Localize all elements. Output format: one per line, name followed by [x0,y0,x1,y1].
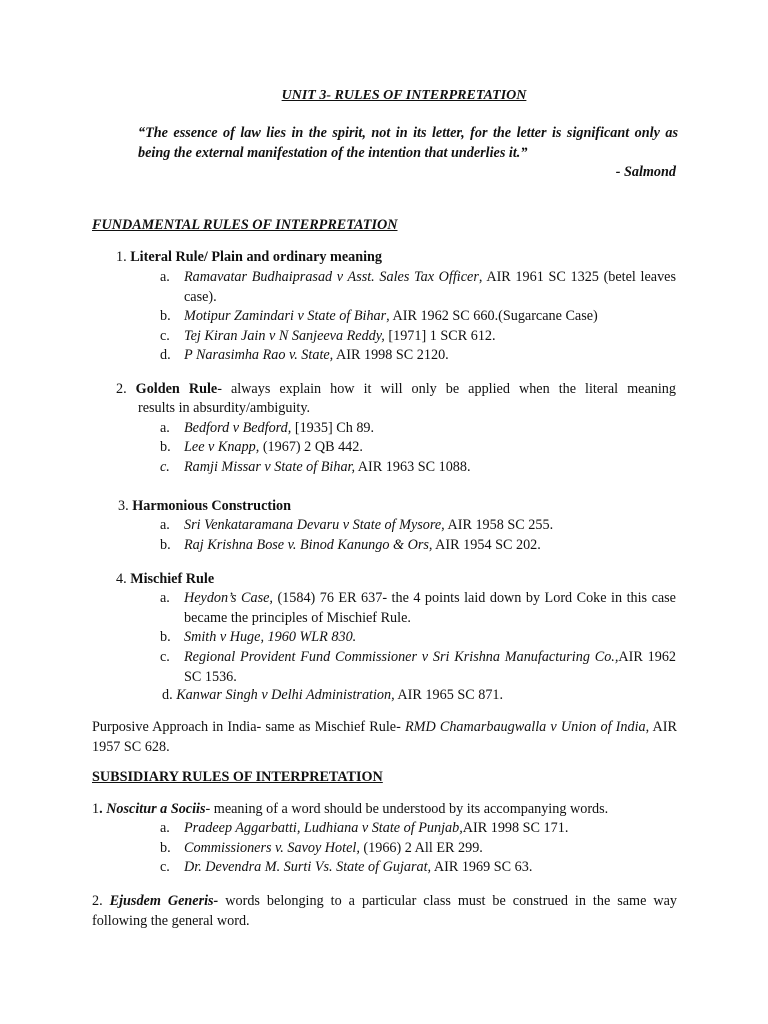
list-item: b. Lee v Knapp, (1967) 2 QB 442. [160,439,363,455]
case-name: Sri Venkataramana Devaru v State of Mysore, [184,517,445,533]
case-name: Pradeep Aggarbatti, Ludhiana v State of Punjab, [184,820,463,836]
list-item: b. Raj Krishna Bose v. Binod Kanungo & Ors, AIR 1954 SC 202. [160,537,541,553]
case-name: Heydon’s Case, [184,590,273,606]
case-name: Kanwar Singh v Delhi Administration, [176,687,395,703]
case-name: Smith v Huge, 1960 WLR 830. [184,629,357,645]
list-item: a. Heydon’s Case, (1584) 76 ER 637- the 4 points laid down by Lord Coke in this case became the principles of Mischief Rule. [160,590,676,626]
rule-mischief: 4. Mischief Rule [116,571,215,587]
case-name: P Narasimha Rao v. State, [184,347,334,363]
rule-name: Golden Rule [135,381,218,397]
case-name: Raj Krishna Bose v. Binod Kanungo & Ors, [184,537,433,553]
page-title: UNIT 3- RULES OF INTERPRETATION [281,88,527,103]
list-item: d. Kanwar Singh v Delhi Administration, AIR 1965 SC 871. [162,687,504,703]
rule-ejusdem-desc: following the general word. [92,913,250,929]
purposive-approach-paragraph: Purposive Approach in India- same as Mischief Rule- RMD Chamarbaugwalla v Union of India, AIR 1957 SC 628. [92,719,677,755]
case-name: Regional Provident Fund Commissioner v Sri Krishna Manufacturing Co., [184,649,619,665]
list-item: a. Sri Venkataramana Devaru v State of Mysore, AIR 1958 SC 255. [160,517,554,533]
case-name: Commissioners v. Savoy Hotel, [184,840,360,856]
case-name: Dr. Devendra M. Surti Vs. State of Gujarat, [184,859,432,875]
rule-name: Harmonious Construction [132,498,292,514]
list-item: b. Commissioners v. Savoy Hotel, (1966) 2 All ER 299. [160,840,483,856]
epigraph-author: - Salmond [615,164,676,180]
rule-golden: 2. Golden Rule- always explain how it will only be applied when the literal meaning [116,381,676,397]
rule-golden-desc: results in absurdity/ambiguity. [138,400,311,416]
case-name: Ramavatar Budhaiprasad v Asst. Sales Tax Officer [184,269,479,285]
list-item: b. Smith v Huge, 1960 WLR 830. [160,629,357,645]
list-item: c. Regional Provident Fund Commissioner v Sri Krishna Manufacturing Co.,AIR 1962 SC 1536. [160,649,677,685]
case-name: Tej Kiran Jain v N Sanjeeva Reddy, [184,328,385,344]
list-item: b. Motipur Zamindari v State of Bihar, AIR 1962 SC 660.(Sugarcane Case) [160,308,598,324]
subsidiary-heading: SUBSIDIARY RULES OF INTERPRETATION [92,769,383,785]
rule-noscitur: 1. Noscitur a Sociis- meaning of a word should be understood by its accompanying words. [92,801,609,817]
case-name: Ramji Missar v State of Bihar, [184,459,356,475]
case-name: Bedford v Bedford, [184,420,292,436]
rule-harmonious: 3. Harmonious Construction [118,498,292,514]
list-item: a. Bedford v Bedford, [1935] Ch 89. [160,420,375,436]
list-item: c. Ramji Missar v State of Bihar, AIR 1963 SC 1088. [160,459,471,475]
case-name: Motipur Zamindari v State of Bihar [184,308,387,324]
list-item: a. Pradeep Aggarbatti, Ludhiana v State of Punjab,AIR 1998 SC 171. [160,820,569,836]
rule-name: Literal Rule/ Plain and ordinary meaning [130,249,383,265]
fundamental-heading: FUNDAMENTAL RULES OF INTERPRETATION [92,217,398,233]
rule-literal: 1. Literal Rule/ Plain and ordinary meaning [116,249,383,265]
list-item: c. Dr. Devendra M. Surti Vs. State of Gujarat, AIR 1969 SC 63. [160,859,533,875]
case-name: RMD Chamarbaugwalla v Union of India [404,719,646,735]
rule-name: Noscitur a Sociis [106,801,206,817]
list-item: d. P Narasimha Rao v. State, AIR 1998 SC 2120. [160,347,449,363]
rule-ejusdem: 2. Ejusdem Generis- words belonging to a particular class must be construed in the same way [92,893,678,909]
epigraph-quote: “The essence of law lies in the spirit, not in its letter, for the letter is significant only as being the external manifestation of the intention that underlies it.” [138,125,678,161]
list-item: c. Tej Kiran Jain v N Sanjeeva Reddy, [1971] 1 SCR 612. [160,328,496,344]
rule-name: Mischief Rule [130,571,215,587]
list-item: a. Ramavatar Budhaiprasad v Asst. Sales Tax Officer, AIR 1961 SC 1325 (betel leaves case). [160,269,676,305]
rule-name: Ejusdem Generis- [109,893,219,909]
case-name: Lee v Knapp, [184,439,260,455]
